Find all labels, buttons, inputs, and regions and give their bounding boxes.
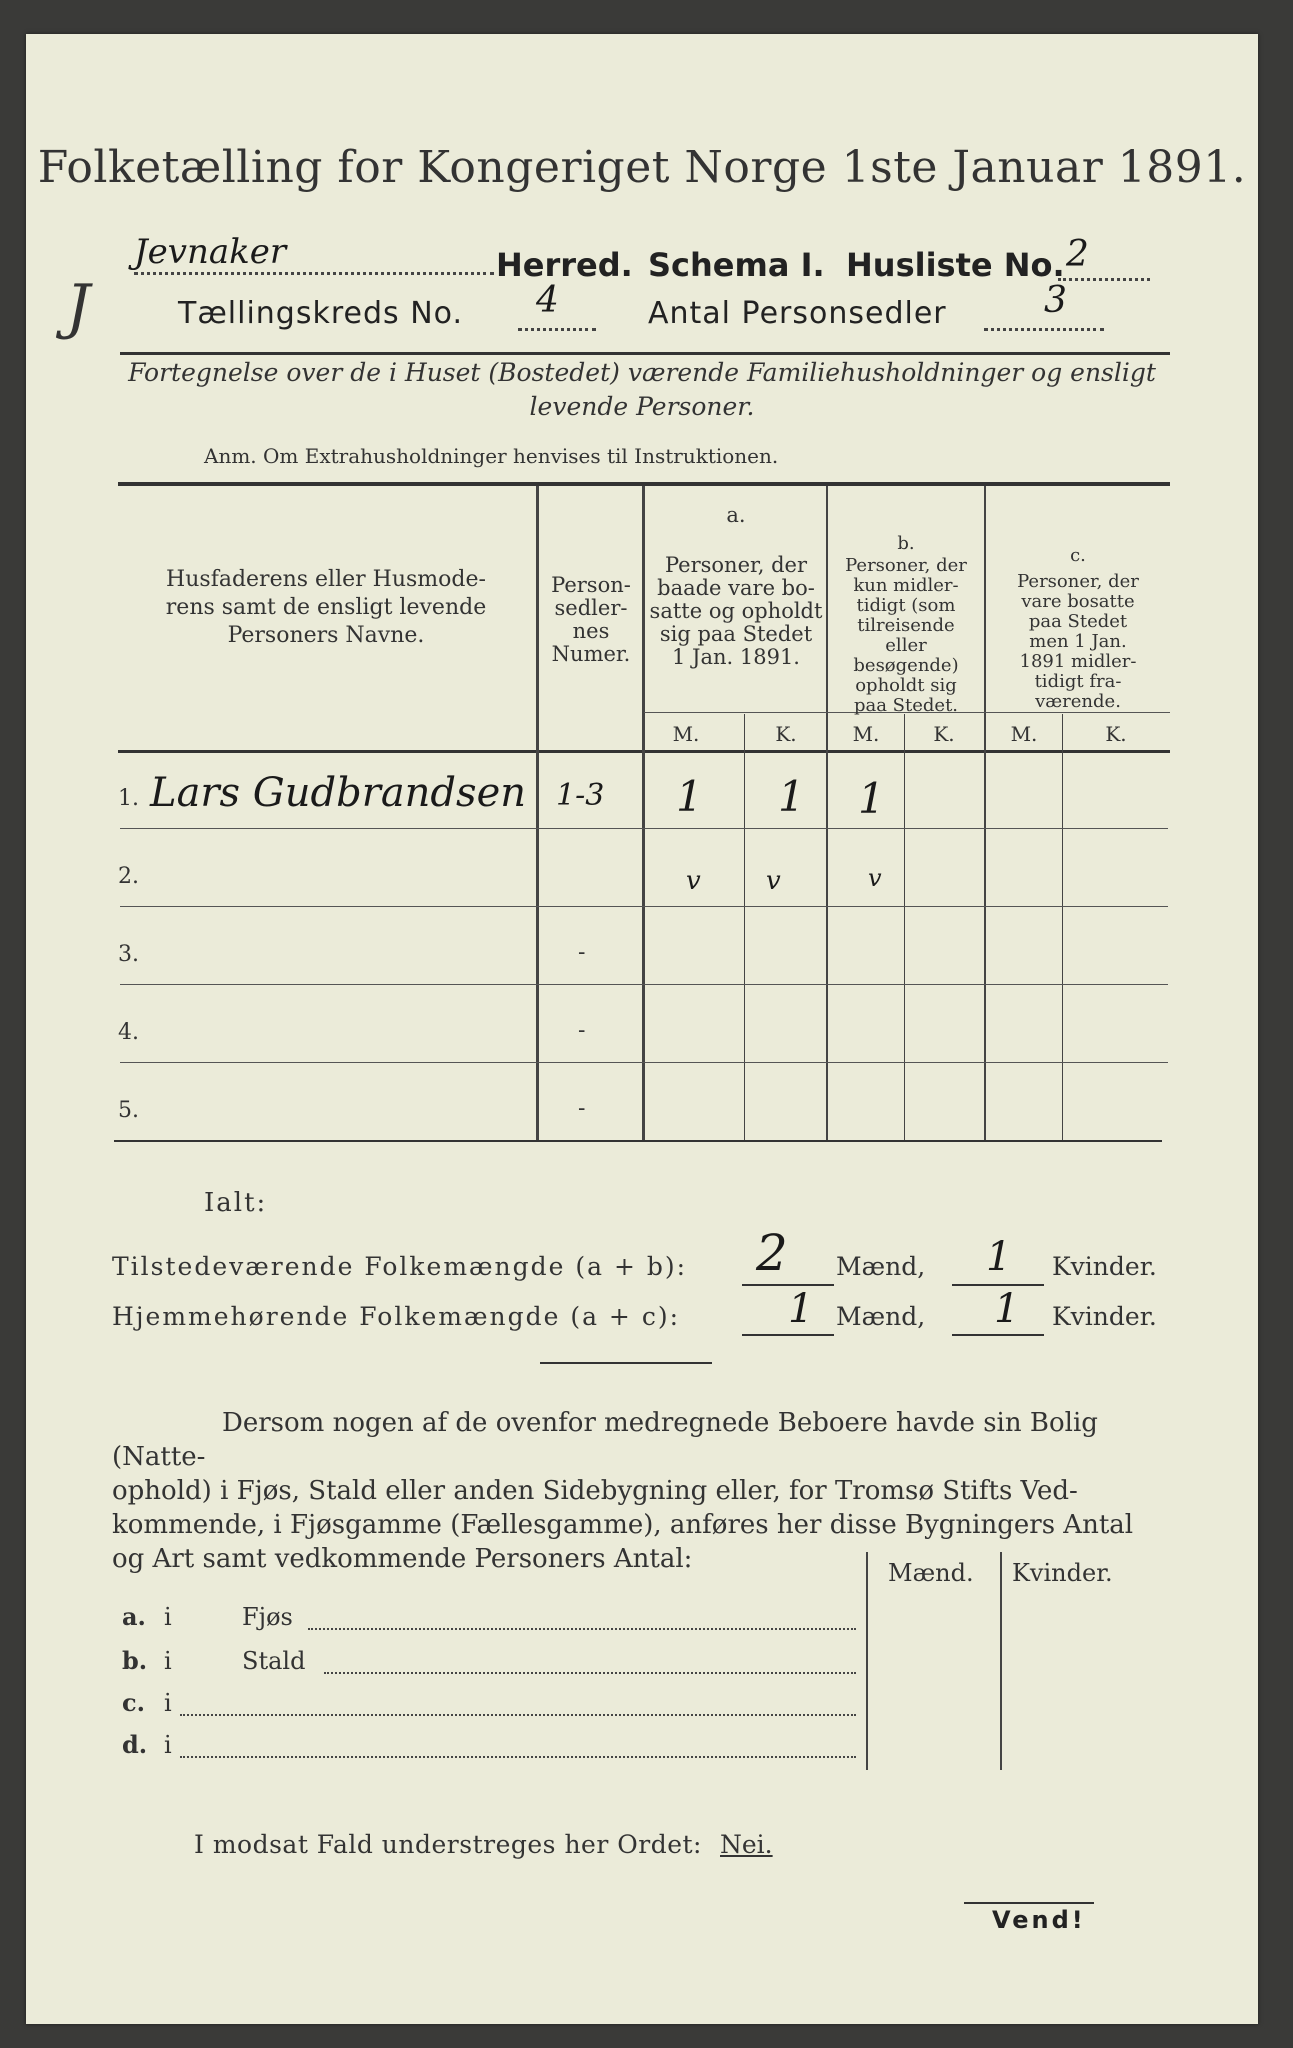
table-bottom-rule bbox=[114, 1140, 1162, 1142]
modsat-text: I modsat Fald understreges her Ordet: bbox=[194, 1830, 702, 1859]
building-b-label: Stald bbox=[242, 1647, 306, 1675]
col-header-a: Personer, der baade vare bo- satte og opholdt sig paa Stedet 1 Jan. 1891. bbox=[649, 553, 823, 669]
kreds-dotline bbox=[518, 328, 596, 331]
b-m-label: M. bbox=[852, 722, 880, 746]
col-header-a-letter: a. bbox=[726, 503, 746, 527]
intro-line-2: levende Personer. bbox=[529, 392, 755, 421]
tilstede-kvinder-value: 1 bbox=[986, 1234, 1012, 1280]
building-c-letter: c. bbox=[122, 1688, 145, 1717]
row-5-numer: - bbox=[578, 1096, 586, 1121]
building-b-dotline bbox=[324, 1672, 856, 1674]
herred-label: Herred. bbox=[496, 246, 633, 284]
c-k-label: K. bbox=[1105, 722, 1127, 746]
husliste-label: Husliste No. bbox=[846, 246, 1065, 284]
intro-line-1: Fortegnelse over de i Huset (Bostedet) værende Familiehusholdninger og ensligt bbox=[128, 358, 1156, 387]
col-divider-b-mk bbox=[904, 714, 905, 1140]
b-k-label: K. bbox=[933, 722, 955, 746]
row-1-a-k: 1 bbox=[778, 772, 805, 821]
personsedler-label: Antal Personsedler bbox=[648, 296, 947, 331]
tilstede-label: Tilstedeværende Folkemængde (a + b): bbox=[112, 1252, 688, 1281]
buildings-kvinder-header: Kvinder. bbox=[1012, 1559, 1113, 1587]
col-header-b-letter: b. bbox=[897, 533, 915, 554]
row-rule-3 bbox=[120, 984, 1168, 985]
c-m-label: M. bbox=[1010, 722, 1038, 746]
row-2-num: 2. bbox=[118, 864, 139, 889]
buildings-col-divider-2 bbox=[1000, 1552, 1002, 1770]
building-a-label: Fjøs bbox=[242, 1603, 293, 1631]
hjemme-maend-value: 1 bbox=[788, 1286, 814, 1332]
col-header-b: Personer, der kun midler- tidigt (som tilreisende eller besøgende) opholdt sig paa Stedet. bbox=[845, 555, 967, 716]
row-1-num: 1. bbox=[118, 786, 139, 811]
buildings-maend-header: Mænd. bbox=[888, 1559, 974, 1587]
row-3-num: 3. bbox=[118, 942, 139, 967]
a-k-label: K. bbox=[775, 722, 797, 746]
row-4-numer: - bbox=[578, 1018, 586, 1043]
row-rule-4 bbox=[120, 1062, 1168, 1063]
anm-note: Anm. Om Extrahusholdninger henvises til Instruktionen. bbox=[204, 444, 779, 468]
col-header-c: Personer, der vare bosatte paa Stedet men 1 Jan. 1891 midler- tidigt fra- værende. bbox=[1017, 571, 1139, 712]
herred-value: Jevnaker bbox=[134, 232, 287, 272]
husliste-value: 2 bbox=[1066, 234, 1089, 275]
hjemme-kvinder-line bbox=[952, 1334, 1044, 1336]
row-rule-2 bbox=[120, 906, 1168, 907]
row-1-a-m: 1 bbox=[676, 772, 703, 821]
building-a-letter: a. bbox=[122, 1602, 146, 1631]
a-m-label: M. bbox=[672, 722, 700, 746]
row-1-b-m: 1 bbox=[858, 774, 885, 823]
hjemme-kvinder-label: Kvinder. bbox=[1052, 1302, 1157, 1331]
vend-label: Vend! bbox=[992, 1906, 1086, 1934]
row-3-numer: - bbox=[578, 940, 586, 965]
personsedler-value: 3 bbox=[1044, 280, 1067, 321]
form-title: Folketælling for Kongeriget Norge 1ste Januar 1891. bbox=[37, 142, 1247, 193]
row-5-num: 5. bbox=[118, 1098, 139, 1123]
row-4-num: 4. bbox=[118, 1020, 139, 1045]
hjemme-label: Hjemmehørende Folkemængde (a + c): bbox=[112, 1302, 680, 1331]
col-header-name: Husfaderens eller Husmode- rens samt de ensligt levende Personers Navne. bbox=[165, 567, 487, 648]
col-header-c-letter: c. bbox=[1070, 545, 1086, 566]
hjemme-maend-line bbox=[742, 1334, 834, 1336]
row-rule-1 bbox=[120, 828, 1168, 829]
building-d-letter: d. bbox=[122, 1730, 148, 1759]
building-c-prefix: i bbox=[164, 1689, 172, 1717]
buildings-paragraph: Dersom nogen af de ovenfor medregnede Beboere havde sin Bolig (Natte- ophold) i Fjøs, Stald eller anden Sidebygning eller, for Tromsø Stifts Ved- kommende, i Fjøsgamme (Fællesgamme), anføres her disse Bygningers Antal og Art samt vedkommende Personers Antal: bbox=[112, 1408, 1134, 1574]
hjemme-maend-label: Mænd, bbox=[836, 1302, 926, 1331]
section-divider bbox=[540, 1362, 712, 1364]
building-b-letter: b. bbox=[122, 1646, 148, 1675]
row-1-numer: 1-3 bbox=[556, 778, 605, 813]
col-divider-c-mk bbox=[1062, 714, 1063, 1140]
row-2-b-m: v bbox=[868, 864, 882, 892]
row-2-a-m: v bbox=[686, 866, 701, 896]
col-header-numer: Person- sedler- nes Numer. bbox=[551, 573, 631, 666]
col-divider-a-mk bbox=[744, 714, 745, 1140]
census-form-page bbox=[26, 34, 1258, 2024]
ialt-label: Ialt: bbox=[204, 1188, 268, 1218]
hjemme-kvinder-value: 1 bbox=[994, 1286, 1020, 1332]
personsedler-dotline bbox=[984, 328, 1104, 331]
schema-label: Schema I. bbox=[648, 246, 825, 284]
building-a-dotline bbox=[308, 1628, 856, 1630]
buildings-col-divider-1 bbox=[866, 1552, 868, 1770]
tilstede-maend-label: Mænd, bbox=[836, 1252, 926, 1281]
kreds-value: 4 bbox=[536, 280, 559, 321]
row-2-a-k: v bbox=[766, 866, 781, 896]
building-d-prefix: i bbox=[164, 1731, 172, 1759]
building-b-prefix: i bbox=[164, 1647, 172, 1675]
col-divider-name bbox=[536, 486, 539, 1140]
herred-dotline bbox=[134, 272, 494, 275]
vend-rule bbox=[964, 1902, 1094, 1904]
row-1-name: Lars Gudbrandsen bbox=[150, 770, 526, 816]
building-d-dotline bbox=[180, 1756, 856, 1758]
building-a-prefix: i bbox=[164, 1603, 172, 1631]
col-divider-num bbox=[642, 486, 645, 1140]
margin-initial-mark: J bbox=[66, 272, 91, 342]
building-c-dotline bbox=[180, 1714, 856, 1716]
nei-word: Nei. bbox=[720, 1830, 773, 1859]
tilstede-kvinder-label: Kvinder. bbox=[1052, 1252, 1157, 1281]
header-divider bbox=[120, 352, 1170, 355]
husliste-dotline bbox=[1058, 278, 1150, 281]
kreds-label: Tællingskreds No. bbox=[178, 296, 463, 331]
tilstede-maend-value: 2 bbox=[756, 1224, 788, 1282]
